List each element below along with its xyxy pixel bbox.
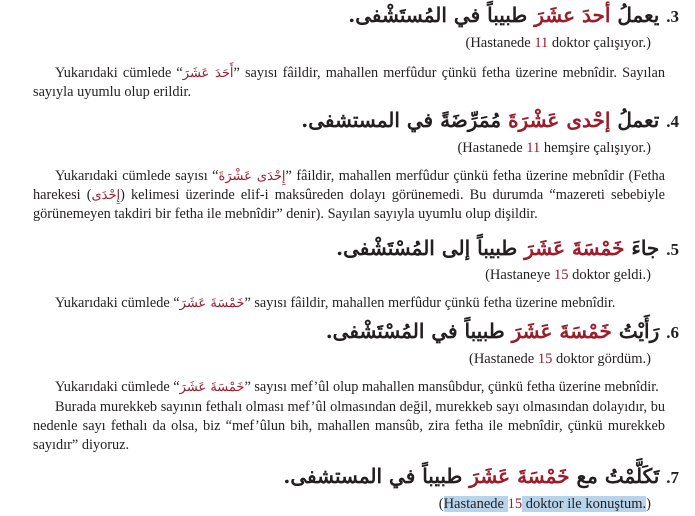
translation-number: 11: [526, 140, 541, 156]
translation-number: 11: [534, 35, 549, 51]
arabic-quote: خَمْسَةَ عَشَرَ: [179, 296, 245, 311]
text-selection-highlight[interactable]: Hastanede: [443, 496, 508, 512]
arabic-quote: خَمْسَةَ عَشَرَ: [179, 380, 245, 395]
translation-7: (Hastanede 15 doktor ile konuştum.): [438, 496, 651, 512]
item-number: 3.: [666, 7, 679, 26]
text-selection-highlight[interactable]: doktor ile konuştum.: [522, 496, 647, 512]
translation-number: 15: [553, 267, 569, 283]
translation-6: (Hastanede 15 doktor gördüm.): [468, 351, 651, 367]
arabic-sentence-6: 6. رَأَيْتُ خَمْسَةَ عَشَرَ طبيباً في المُسْتَشْفى.: [325, 319, 679, 343]
arabic-number-word: إحْدى عَشْرَةَ: [508, 108, 611, 132]
translation-5: (Hastaneye 15 doktor geldi.): [485, 267, 651, 283]
item-number: 4.: [666, 112, 679, 131]
arabic-sentence-7: 7. تَكَلَّمْتُ مع خَمْسَةَ عَشَرَ طبيباً في المستشفى.: [283, 464, 679, 488]
arabic-number-word: أحدَ عشَرَ: [534, 3, 611, 27]
arabic-text: يعملُ: [610, 3, 660, 27]
arabic-text: طبيباً في المُستَشْفى.: [348, 3, 535, 27]
explanation-paragraph-3: Yukarıdaki cümlede “خَمْسَةَ عَشَرَ” sayısı fâildir, mahallen merfûdur çünkü fetha üzerine mebnîdir.: [55, 295, 616, 311]
explanation-paragraph-1: Yukarıdaki cümlede “أَحَدَ عَشَرَ” sayısı fâildir, mahallen merfûdur çünkü fetha üzerine mebnîdir. Sayılan sayıyla uyumlu olup erildir.: [33, 65, 665, 100]
arabic-quote: إِحْدَى عَشْرَةَ: [218, 169, 286, 184]
arabic-number-word: خَمْسَةَ عَشَرَ: [469, 464, 570, 488]
item-number: 7.: [666, 468, 679, 487]
item-number: 5.: [666, 240, 679, 259]
arabic-number-word: خَمْسَةَ عَشَرَ: [511, 319, 612, 343]
translation-number: 15: [537, 351, 553, 367]
explanation-paragraph-4: Yukarıdaki cümlede “خَمْسَةَ عَشَرَ” sayısı mef’ûl olup mahallen mansûbdur, çünkü fetha üzerine mebnîdir.: [55, 379, 659, 395]
translation-number[interactable]: 15: [507, 496, 523, 512]
arabic-quote: إِحْدَى: [91, 188, 121, 203]
explanation-paragraph-5: Burada murekkeb sayının fethalı olması mef’ûl olmasından değil, murekkeb sayı olmasından dolayıdır, bu nedenle sayı fethalı da olsa, biz “mef’ûlun bih, mahallen mansûb, zira fetha ile mebnîdir, çünkü murekkeb sayıdır” diyoruz.: [33, 399, 665, 453]
translation-4: (Hastanede 11 hemşire çalışıyor.): [457, 140, 651, 156]
arabic-number-word: خَمْسَةَ عَشَرَ: [524, 236, 625, 260]
item-number: 6.: [666, 323, 679, 342]
arabic-sentence-3: [348, 2, 679, 30]
arabic-sentence-4: 4. تعملُ إحْدى عَشْرَةَ مُمَرِّضَةً في المستشفى.: [301, 108, 679, 132]
arabic-quote: أَحَدَ عَشَرَ: [182, 66, 234, 81]
explanation-paragraph-2: Yukarıdaki cümlede sayısı “إِحْدَى عَشْرَةَ” fâildir, mahallen merfûdur çünkü fetha üzerine mebnîdir (Fetha harekesi (إِحْدَى) kelimesi üzerinde elif-i maksûreden dolayı görünemedi. Bu durumda “mazereti sebebiyle görünemeyen takdiri bir fetha ile mebnîdir” denir). Sayılan sayıyla uyumlu olup dişildir.: [33, 168, 665, 222]
translation-3: (Hastanede 11 doktor çalışıyor.): [465, 35, 651, 51]
arabic-sentence-5: 5. جاءَ خَمْسَةَ عَشَرَ طبيباً إلى المُسْتَشْفى.: [336, 236, 679, 260]
